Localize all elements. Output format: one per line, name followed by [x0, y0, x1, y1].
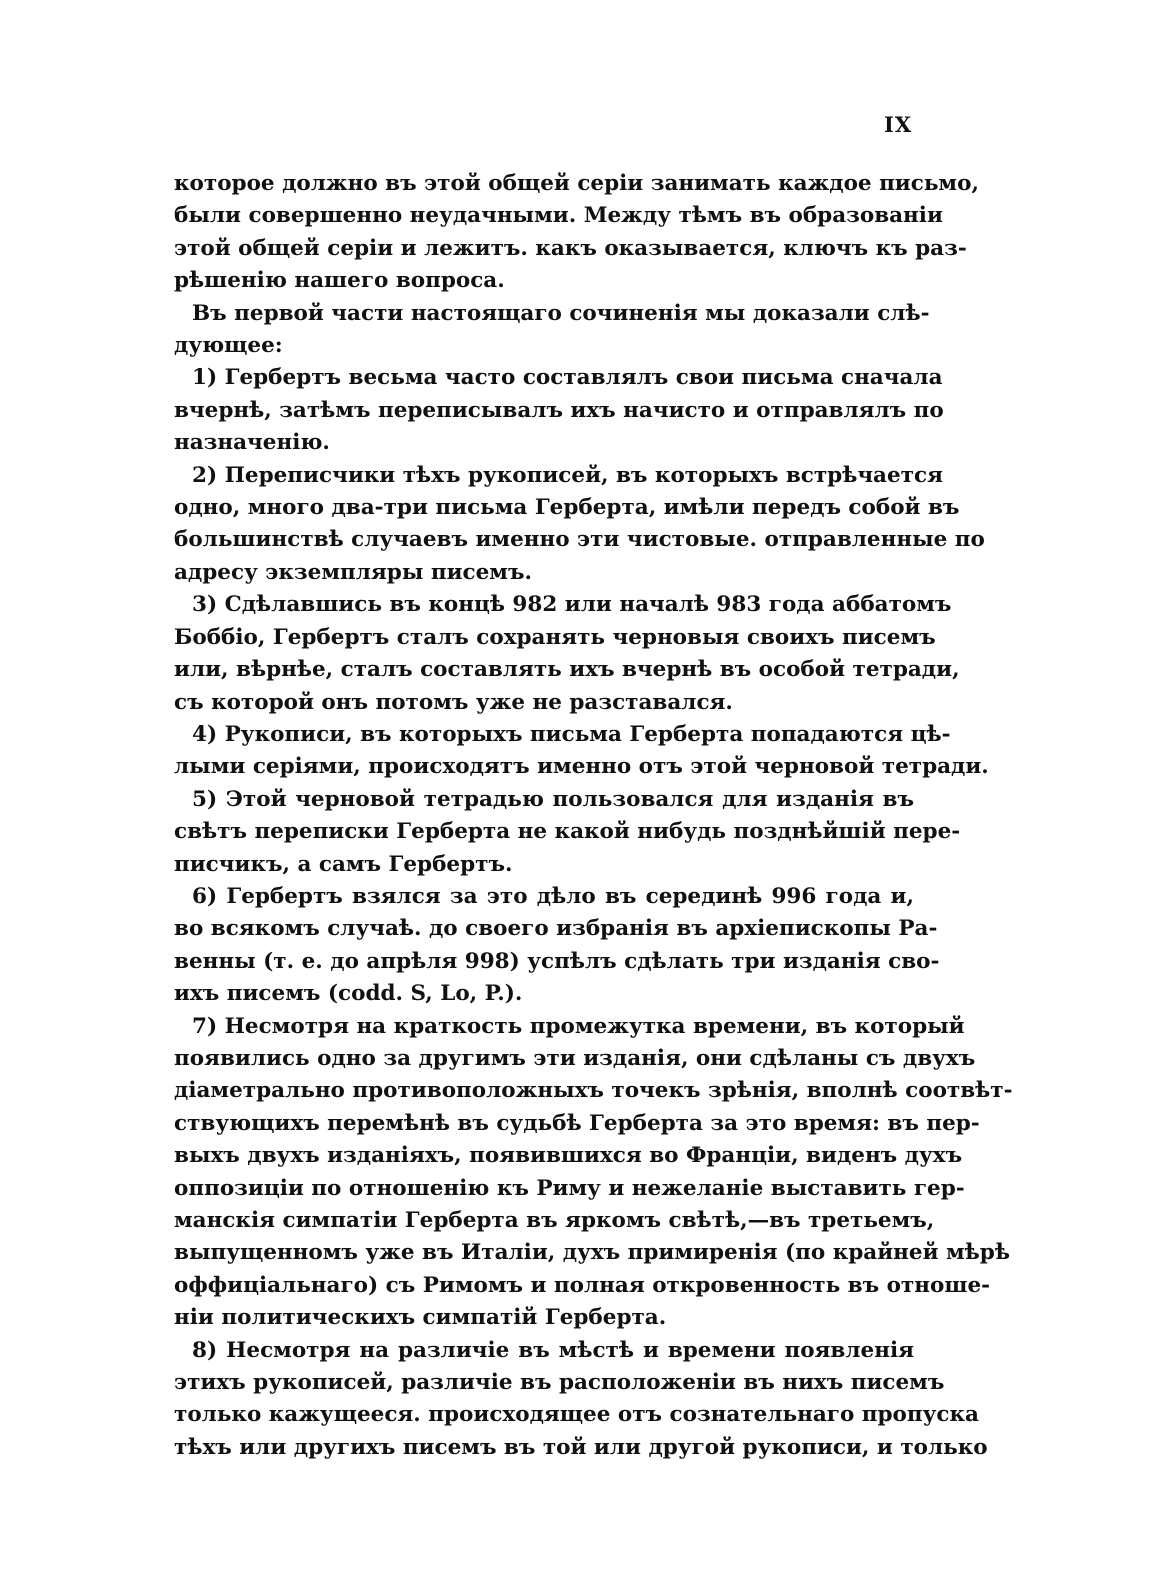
text-line: ствующихъ перемѣнѣ въ судьбѣ Герберта за это время: въ пер- [174, 1110, 980, 1136]
text-line: адресу экземпляры писемъ. [174, 559, 532, 585]
text-line: лыми серіями, происходятъ именно отъ этой черновой тетради. [174, 754, 989, 780]
text-line: оппозиціи по отношенію къ Риму и нежеланіе выставить гер- [174, 1175, 965, 1201]
text-line: большинствѣ случаевъ именно эти чистовые. отправленные по [174, 527, 985, 553]
text-line: венны (т. е. до апрѣля 998) успѣлъ сдѣлать три изданія сво- [174, 948, 940, 974]
text-line: которое должно въ этой общей серіи занимать каждое письмо, [174, 171, 979, 196]
text-line: манскія симпатіи Герберта въ яркомъ свѣтѣ,—въ третьемъ, [174, 1208, 935, 1233]
text-line: Въ первой части настоящаго сочиненія мы доказали слѣ- [192, 300, 930, 326]
page-number: IX [884, 112, 913, 137]
text-line: назначенію. [174, 430, 330, 456]
text-line: вчернѣ, затѣмъ переписывалъ ихъ начисто и отправлялъ по [174, 397, 944, 423]
text-line: 1) Гербертъ весьма часто составлялъ свои письма сначала [192, 365, 943, 391]
text-line: или, вѣрнѣе, сталъ составлять ихъ вчернѣ въ особой тетради, [174, 657, 960, 683]
text-line: ихъ писемъ (codd. S, Lo, P.). [174, 981, 523, 1007]
text-line: дующее: [174, 333, 283, 359]
text-line: 6) Гербертъ взялся за это дѣло въ серединѣ 996 года и, [192, 883, 914, 909]
text-line: 5) Этой черновой тетрадью пользовался для изданія въ [192, 786, 914, 812]
text-line: свѣтъ переписки Герберта не какой нибудь позднѣйшій пере- [174, 819, 961, 845]
text-line: діаметрально противоположныхъ точекъ зрѣнія, вполнѣ соотвѣт- [174, 1078, 1013, 1104]
text-line: одно, много два-три письма Герберта, имѣли передъ собой въ [174, 495, 960, 521]
text-line: выпущенномъ уже въ Италіи, духъ примиренія (по крайней мѣрѣ [174, 1240, 1010, 1266]
text-line: только кажущееся. происходящее отъ сознательнаго пропуска [174, 1402, 979, 1428]
text-line: 4) Рукописи, въ которыхъ письма Герберта попадаются цѣ- [192, 721, 951, 747]
text-line: тѣхъ или другихъ писемъ въ той или другой рукописи, и только [174, 1434, 988, 1460]
text-line: ніи политическихъ симпатій Герберта. [174, 1305, 667, 1331]
text-line: этой общей серіи и лежитъ. какъ оказывается, ключъ къ раз- [174, 235, 967, 261]
text-line: писчикъ, а самъ Гербертъ. [174, 851, 513, 877]
text-line: 8) Несмотря на различіе въ мѣстѣ и времени появленія [192, 1337, 914, 1363]
text-line: 7) Несмотря на краткость промежутка времени, въ который [192, 1013, 965, 1039]
text-line: этихъ рукописей, различіе въ расположеніи въ нихъ писемъ [174, 1370, 945, 1396]
text-line: съ которой онъ потомъ уже не разставался. [174, 689, 733, 715]
text-line: были совершенно неудачными. Между тѣмъ въ образованіи [174, 203, 943, 229]
text-line: рѣшенію нашего вопроса. [174, 268, 505, 294]
text-line: появились одно за другимъ эти изданія, они сдѣланы съ двухъ [174, 1045, 976, 1071]
text-line: Боббіо, Гербертъ сталъ сохранять черновыя своихъ писемъ [174, 624, 936, 650]
text-line: оффиціальнаго) съ Римомъ и полная откровенность въ отноше- [174, 1272, 991, 1298]
text-line: 2) Переписчики тѣхъ рукописей, въ которыхъ встрѣчается [192, 462, 943, 488]
body-text [174, 168, 1013, 1464]
text-line: 3) Сдѣлавшись въ концѣ 982 или началѣ 983 года аббатомъ [192, 592, 952, 618]
text-line: выхъ двухъ изданіяхъ, появившихся во Франціи, виденъ духъ [174, 1143, 963, 1169]
text-line: во всякомъ случаѣ. до своего избранія въ архіепископы Ра- [174, 916, 938, 942]
